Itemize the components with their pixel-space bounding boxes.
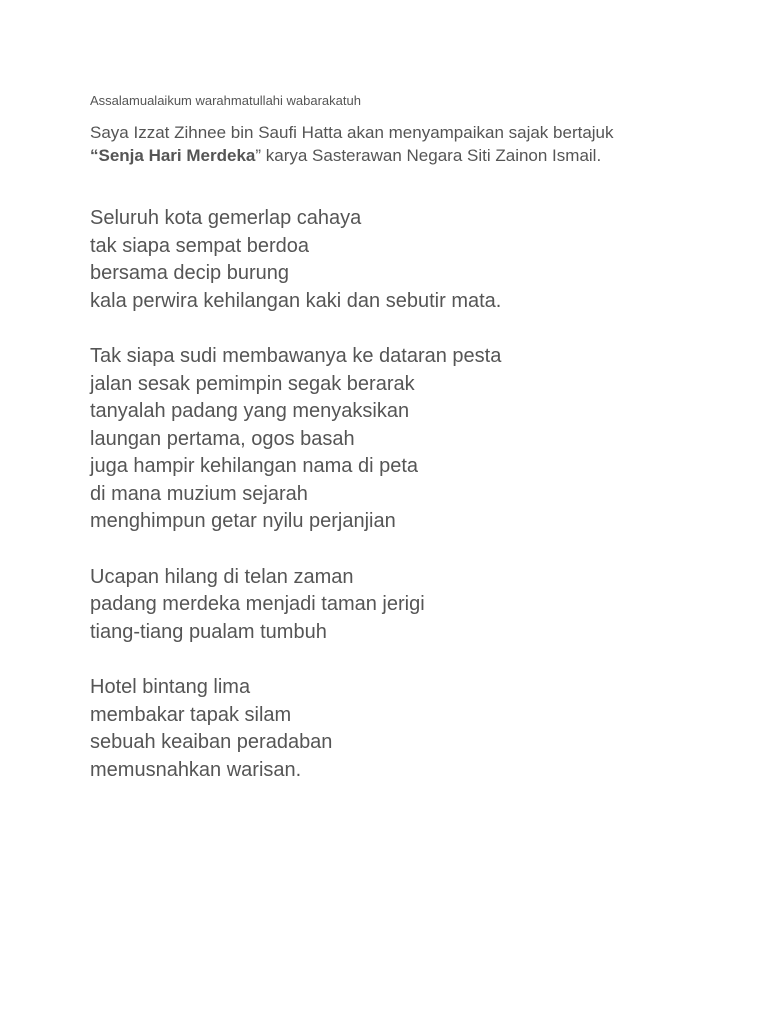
poem-stanza bbox=[90, 564, 730, 647]
poem-line: tanyalah padang yang menyaksikan bbox=[90, 400, 410, 422]
greeting-text: Assalamualaikum warahmatullahi wabarakatuh bbox=[90, 93, 361, 108]
poem-line: bersama decip burung bbox=[90, 262, 290, 284]
poem-line: tiang-tiang pualam tumbuh bbox=[90, 620, 327, 643]
poem-stanza bbox=[90, 205, 730, 315]
poem-line: menghimpun getar nyilu perjanjian bbox=[90, 510, 396, 532]
poem-line: membakar tapak silam bbox=[90, 703, 292, 726]
poem-line: juga hampir kehilangan nama di peta bbox=[90, 455, 418, 477]
poem-line: tak siapa sempat berdoa bbox=[90, 234, 310, 257]
poem-stanza bbox=[90, 674, 730, 784]
poem-line: jalan sesak pemimpin segak berarak bbox=[90, 372, 415, 395]
poem-line: Seluruh kota gemerlap cahaya bbox=[90, 207, 362, 229]
intro-line-1: Saya Izzat Zihnee bin Saufi Hatta akan menyampaikan sajak bertajuk bbox=[90, 123, 614, 142]
poem-title: “Senja Hari Merdeka bbox=[90, 146, 256, 165]
poem-line: sebuah keaiban peradaban bbox=[90, 731, 333, 753]
poem-body bbox=[90, 205, 730, 784]
poem-line: Tak siapa sudi membawanya ke dataran pesta bbox=[90, 345, 502, 367]
intro-line-2: ” karya Sasterawan Negara Siti Zainon Ismail. bbox=[255, 146, 602, 165]
poem-stanza bbox=[90, 343, 730, 536]
poem-line: di mana muzium sejarah bbox=[90, 482, 308, 505]
poem-line: Ucapan hilang di telan zaman bbox=[90, 565, 354, 588]
poem-line: padang merdeka menjadi taman jerigi bbox=[90, 593, 425, 615]
poem-line: laungan pertama, ogos basah bbox=[90, 427, 355, 450]
document-page bbox=[90, 92, 730, 812]
poem-line: kala perwira kehilangan kaki dan sebutir mata. bbox=[90, 289, 502, 312]
poem-line: Hotel bintang lima bbox=[90, 676, 251, 698]
intro-paragraph bbox=[90, 121, 730, 167]
poem-line: memusnahkan warisan. bbox=[90, 758, 302, 781]
